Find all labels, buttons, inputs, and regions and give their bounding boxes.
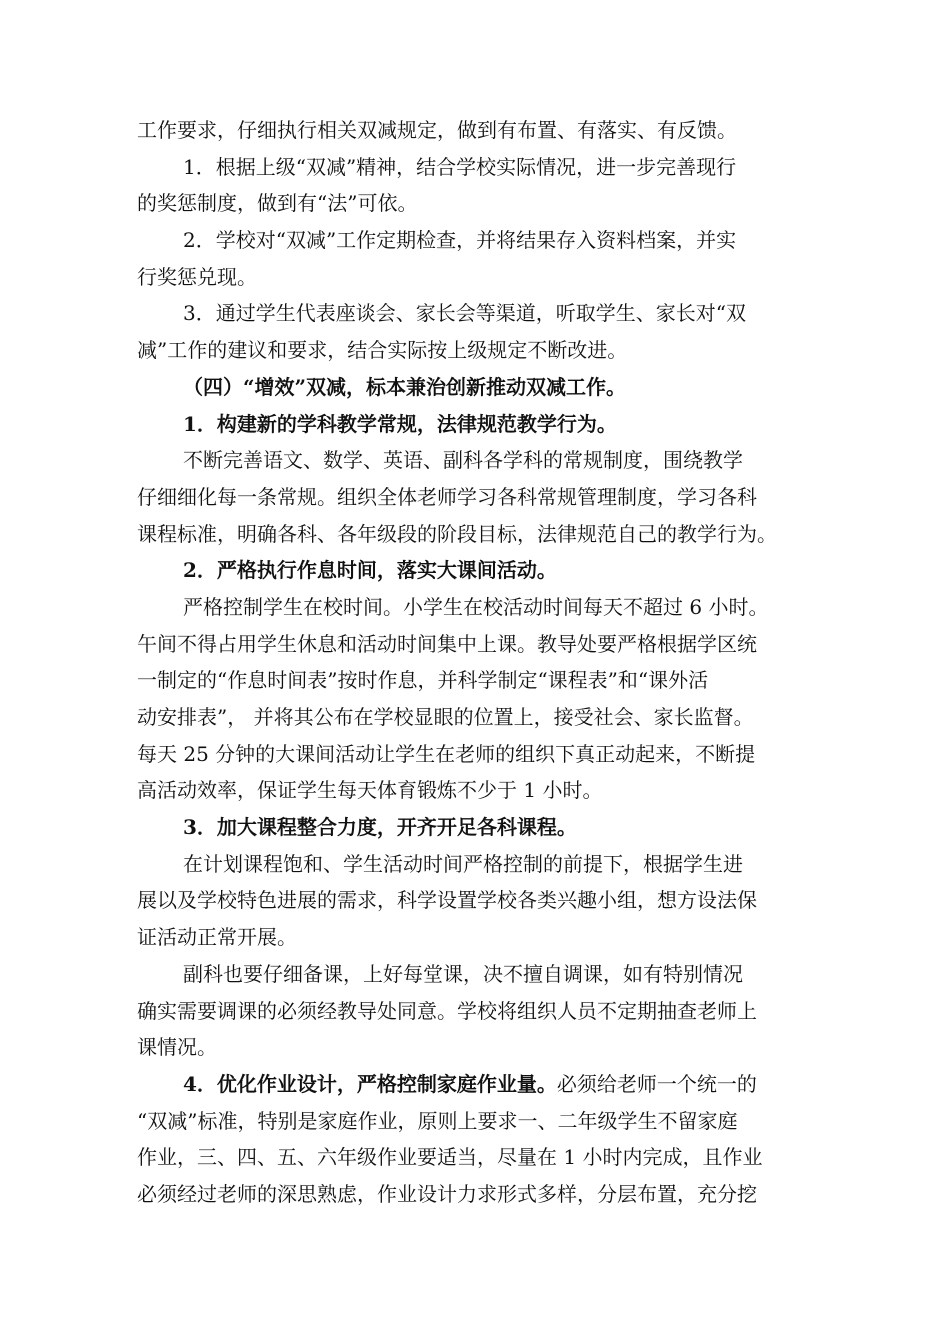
paragraph-line: 严格控制学生在校时间。小学生在校活动时间每天不超过 6 小时。: [183, 594, 769, 619]
paragraph-line: 证活动正常开展。: [137, 925, 297, 950]
paragraph-line: 午间不得占用学生休息和活动时间集中上课。教导处要严格根据学区统: [137, 631, 757, 656]
paragraph-line: 动安排表”， 并将其公布在学校显眼的位置上，接受社会、家长监督。: [137, 705, 754, 729]
paragraph-text: 必须给老师一个统一的: [556, 1071, 757, 1096]
paragraph-line: 3．通过学生代表座谈会、家长会等渠道，听取学生、家长对“双: [183, 301, 746, 326]
paragraph-line: 高活动效率，保证学生每天体育锻炼不少于 1 小时。: [137, 778, 603, 803]
paragraph-line: 在计划课程饱和、学生活动时间严格控制的前提下，根据学生进: [183, 851, 743, 876]
paragraph-line: 确实需要调课的必须经教导处同意。学校将组织人员不定期抽查老师上: [137, 998, 757, 1023]
paragraph-line: 课程标准，明确各科、各年级段的阶段目标，法律规范自己的教学行为。: [137, 521, 777, 546]
subsection-heading-inline: 4．优化作业设计，严格控制家庭作业量。: [183, 1071, 557, 1096]
paragraph-line: 展以及学校特色进展的需求，科学设置学校各类兴趣小组，想方设法保: [137, 888, 757, 913]
paragraph-line: 副科也要仔细备课，上好每堂课，决不擅自调课，如有特别情况: [183, 961, 743, 986]
paragraph-line: 作业，三、四、五、六年级作业要适当，尽量在 1 小时内完成，且作业: [137, 1145, 763, 1170]
paragraph-line: 不断完善语文、数学、英语、副科各学科的常规制度，围绕教学: [183, 448, 743, 473]
subsection-heading: 2．严格执行作息时间，落实大课间活动。: [183, 558, 557, 583]
paragraph-line: 的奖惩制度，做到有“法”可依。: [137, 191, 418, 216]
paragraph-line: 仔细细化每一条常规。组织全体老师学习各科常规管理制度，学习各科: [137, 484, 757, 509]
paragraph-line: 一制定的“作息时间表”按时作息，并科学制定“课程表”和“课外活: [137, 668, 709, 693]
paragraph-line: 工作要求，仔细执行相关双减规定，做到有布置、有落实、有反馈。: [137, 118, 737, 142]
paragraph-line: [137, 1066, 857, 1103]
paragraph-line: “双减”标准，特别是家庭作业，原则上要求一、二年级学生不留家庭: [137, 1108, 738, 1133]
paragraph-line: 必须经过老师的深思熟虑，作业设计力求形式多样，分层布置，充分挖: [137, 1181, 757, 1206]
section-heading: （四）“增效”双减，标本兼治创新推动双减工作。: [183, 374, 627, 399]
paragraph-line: 课情况。: [137, 1035, 217, 1060]
paragraph-line: 每天 25 分钟的大课间活动让学生在老师的组织下真正动起来，不断提: [137, 741, 756, 766]
document-body: [137, 112, 857, 1213]
subsection-heading: 3．加大课程整合力度，开齐开足各科课程。: [183, 815, 577, 840]
paragraph-line: 行奖惩兑现。: [137, 264, 257, 289]
paragraph-line: 1．根据上级“双减”精神，结合学校实际情况，进一步完善现行: [183, 154, 737, 179]
paragraph-line: 减”工作的建议和要求，结合实际按上级规定不断改进。: [137, 338, 628, 363]
subsection-heading: 1．构建新的学科教学常规，法律规范教学行为。: [183, 411, 617, 436]
paragraph-line: 2．学校对“双减”工作定期检查，并将结果存入资料档案，并实: [183, 228, 737, 253]
